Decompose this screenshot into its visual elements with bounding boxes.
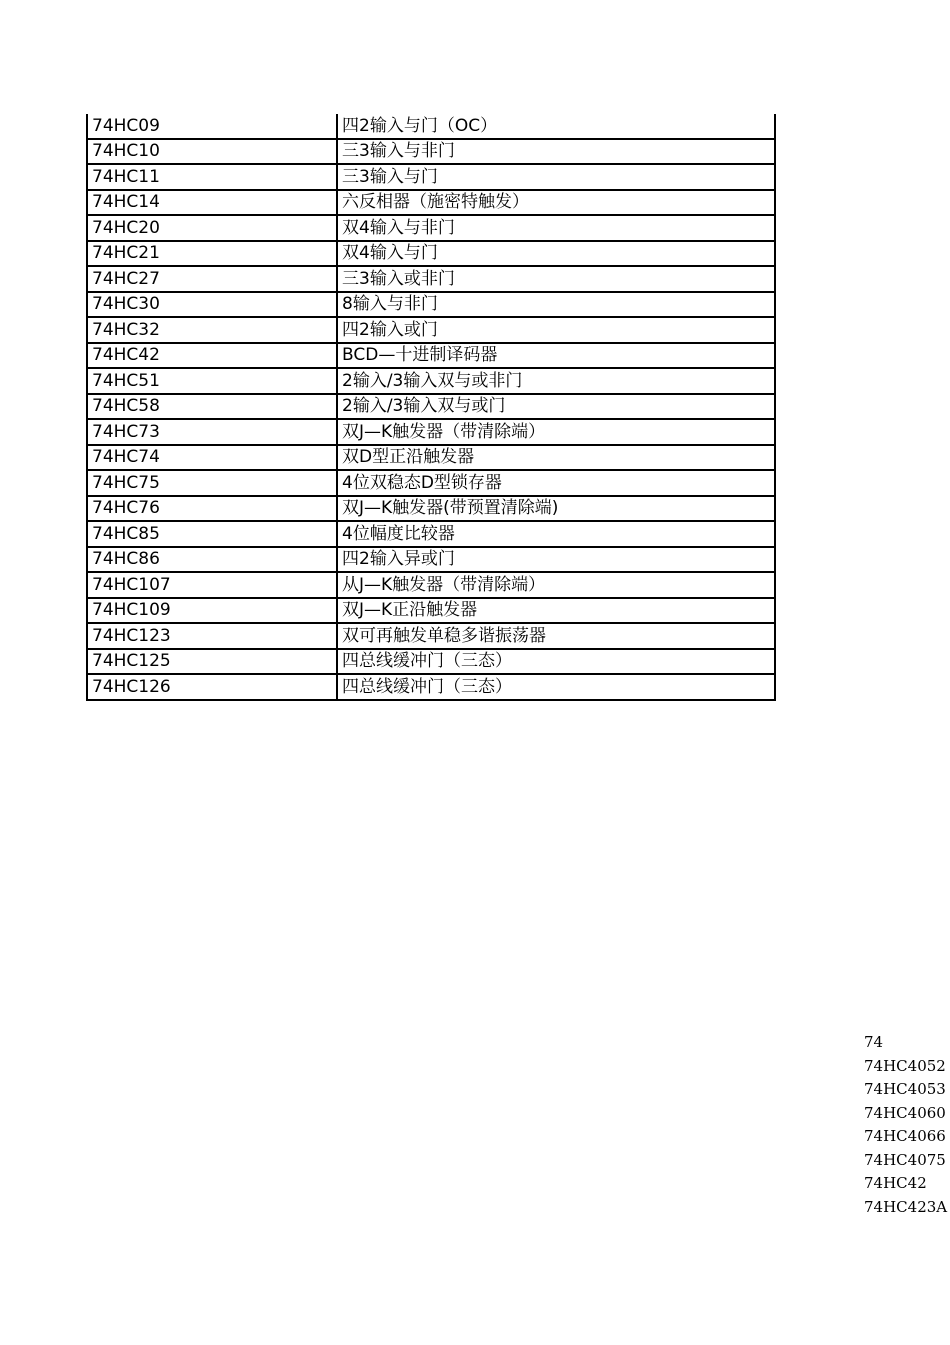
table-row	[87, 266, 775, 292]
description-cell: 三3输入与非门	[337, 139, 775, 165]
part-number-cell: 74HC85	[87, 521, 337, 547]
description-cell: 双J—K触发器（带清除端）	[337, 419, 775, 445]
part-number-cell: 74HC125	[87, 649, 337, 675]
description-cell: 四总线缓冲门（三态）	[337, 649, 775, 675]
part-number-cell: 74HC32	[87, 317, 337, 343]
chip-table-body	[87, 114, 775, 700]
part-number-cell: 74HC126	[87, 674, 337, 700]
description-cell: 三3输入与门	[337, 164, 775, 190]
part-number-cell: 74HC09	[87, 114, 337, 139]
description-cell: 六反相器（施密特触发）	[337, 190, 775, 216]
table-row	[87, 674, 775, 700]
table-row	[87, 496, 775, 522]
list-item: 74	[864, 1033, 884, 1051]
table-row	[87, 470, 775, 496]
part-number-cell: 74HC107	[87, 572, 337, 598]
description-cell: 双J—K正沿触发器	[337, 598, 775, 624]
description-cell: 双4输入与门	[337, 241, 775, 267]
table-row	[87, 547, 775, 573]
part-number-cell: 74HC109	[87, 598, 337, 624]
part-number-cell: 74HC51	[87, 368, 337, 394]
part-number-cell: 74HC75	[87, 470, 337, 496]
table-row	[87, 368, 775, 394]
table-row	[87, 394, 775, 420]
description-cell: 四2输入异或门	[337, 547, 775, 573]
table-row	[87, 317, 775, 343]
description-cell: 四2输入与门（OC）	[337, 114, 775, 139]
description-cell: 四2输入或门	[337, 317, 775, 343]
table-row	[87, 419, 775, 445]
list-item: 74HC4052	[864, 1056, 946, 1075]
table-row	[87, 164, 775, 190]
part-number-cell: 74HC21	[87, 241, 337, 267]
part-number-cell: 74HC10	[87, 139, 337, 165]
table-row	[87, 190, 775, 216]
list-item: 74HC423A	[864, 1197, 948, 1216]
table-row	[87, 521, 775, 547]
table-row	[87, 445, 775, 471]
table-row	[87, 139, 775, 165]
description-cell: 8输入与非门	[337, 292, 775, 318]
part-number-cell: 74HC73	[87, 419, 337, 445]
description-cell: 三3输入或非门	[337, 266, 775, 292]
part-number-cell: 74HC20	[87, 215, 337, 241]
list-item: 74HC4060	[864, 1103, 946, 1122]
description-cell: 2输入/3输入双与或门	[337, 394, 775, 420]
table-row	[87, 292, 775, 318]
part-number-cell: 74HC30	[87, 292, 337, 318]
chip-table	[86, 114, 776, 701]
description-cell: 双D型正沿触发器	[337, 445, 775, 471]
table-row	[87, 623, 775, 649]
description-cell: 4位双稳态D型锁存器	[337, 470, 775, 496]
list-item: 74HC42	[864, 1174, 927, 1192]
table-row	[87, 343, 775, 369]
list-item: 74HC4075	[864, 1150, 946, 1169]
description-cell: 四总线缓冲门（三态）	[337, 674, 775, 700]
description-cell: 双可再触发单稳多谐振荡器	[337, 623, 775, 649]
description-cell: 双4输入与非门	[337, 215, 775, 241]
part-number-cell: 74HC27	[87, 266, 337, 292]
table-row	[87, 114, 775, 139]
description-cell: 双J—K触发器(带预置清除端)	[337, 496, 775, 522]
description-cell: 4位幅度比较器	[337, 521, 775, 547]
table-row	[87, 598, 775, 624]
description-cell: BCD—十进制译码器	[337, 343, 775, 369]
part-number-cell: 74HC58	[87, 394, 337, 420]
description-cell: 2输入/3输入双与或非门	[337, 368, 775, 394]
list-item: 74HC4053	[864, 1080, 946, 1098]
table-row	[87, 241, 775, 267]
side-part-list	[864, 1031, 947, 1219]
table-row	[87, 572, 775, 598]
table-row	[87, 215, 775, 241]
part-number-cell: 74HC11	[87, 164, 337, 190]
part-number-cell: 74HC86	[87, 547, 337, 573]
part-number-cell: 74HC123	[87, 623, 337, 649]
part-number-cell: 74HC76	[87, 496, 337, 522]
part-number-cell: 74HC74	[87, 445, 337, 471]
list-item: 74HC4066	[864, 1127, 946, 1145]
table-row	[87, 649, 775, 675]
description-cell: 从J—K触发器（带清除端）	[337, 572, 775, 598]
part-number-cell: 74HC42	[87, 343, 337, 369]
part-number-cell: 74HC14	[87, 190, 337, 216]
